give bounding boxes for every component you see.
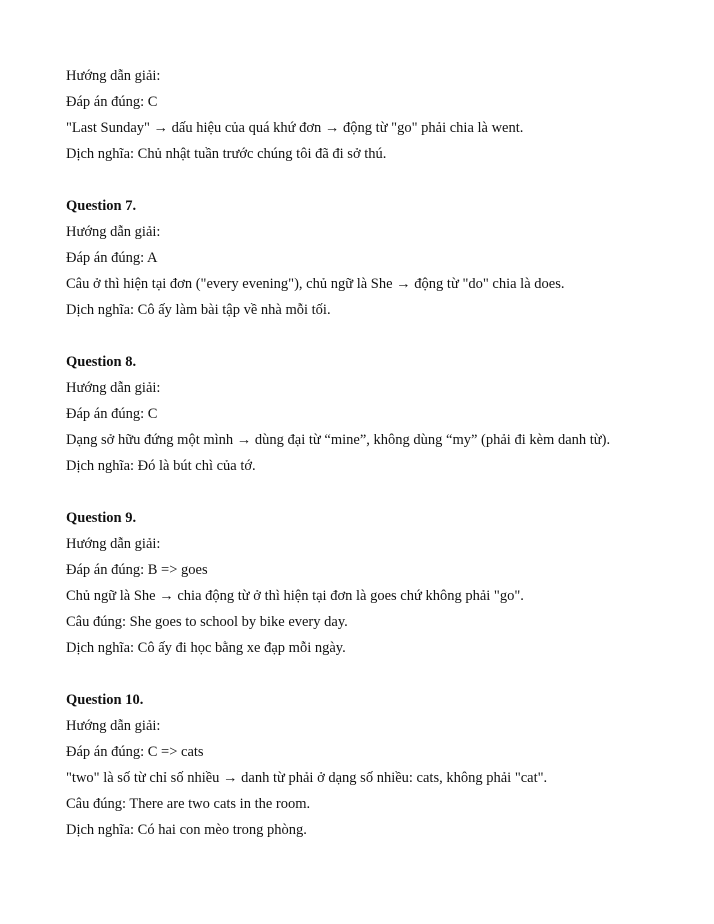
answer-section-q9	[66, 505, 696, 661]
answer-section-q6	[66, 63, 696, 167]
translation: Dịch nghĩa: Cô ấy đi học bằng xe đạp mỗi ngày.	[66, 640, 346, 656]
guide-heading: Hướng dẫn giải:	[66, 224, 161, 240]
section-spacer	[66, 661, 696, 687]
question-title: Question 9.	[66, 510, 137, 526]
answer-section-q8	[66, 349, 696, 479]
guide-heading: Hướng dẫn giải:	[66, 536, 161, 552]
section-spacer	[66, 323, 696, 349]
correct-sentence: Câu đúng: There are two cats in the room.	[66, 796, 311, 812]
correct-answer: Đáp án đúng: A	[66, 250, 158, 266]
translation: Dịch nghĩa: Chủ nhật tuần trước chúng tôi đã đi sở thú.	[66, 146, 387, 162]
question-title: Question 10.	[66, 692, 144, 708]
explanation: Câu ở thì hiện tại đơn ("every evening"), chủ ngữ là She → động từ "do" chia là does.	[66, 276, 565, 292]
explanation: "Last Sunday" → dấu hiệu của quá khứ đơn → động từ "go" phải chia là went.	[66, 120, 524, 136]
answer-section-q7	[66, 193, 696, 323]
section-spacer	[66, 167, 696, 193]
guide-heading: Hướng dẫn giải:	[66, 380, 161, 396]
correct-answer: Đáp án đúng: B => goes	[66, 562, 208, 578]
explanation: Dạng sở hữu đứng một mình → dùng đại từ “mine”, không dùng “my” (phải đi kèm danh từ).	[66, 432, 611, 448]
correct-answer: Đáp án đúng: C	[66, 94, 158, 110]
document-page	[66, 63, 696, 843]
explanation: Chủ ngữ là She → chia động từ ở thì hiện tại đơn là goes chứ không phải "go".	[66, 588, 524, 604]
guide-heading: Hướng dẫn giải:	[66, 718, 161, 734]
translation: Dịch nghĩa: Đó là bút chì của tớ.	[66, 458, 256, 474]
guide-heading: Hướng dẫn giải:	[66, 68, 161, 84]
correct-sentence: Câu đúng: She goes to school by bike every day.	[66, 614, 348, 630]
translation: Dịch nghĩa: Cô ấy làm bài tập về nhà mỗi tối.	[66, 302, 331, 318]
translation: Dịch nghĩa: Có hai con mèo trong phòng.	[66, 822, 307, 838]
explanation: "two" là số từ chỉ số nhiều → danh từ phải ở dạng số nhiều: cats, không phải "cat".	[66, 770, 548, 786]
answer-section-q10	[66, 687, 696, 843]
question-title: Question 7.	[66, 198, 137, 214]
section-spacer	[66, 479, 696, 505]
question-title: Question 8.	[66, 354, 137, 370]
correct-answer: Đáp án đúng: C => cats	[66, 744, 204, 760]
correct-answer: Đáp án đúng: C	[66, 406, 158, 422]
